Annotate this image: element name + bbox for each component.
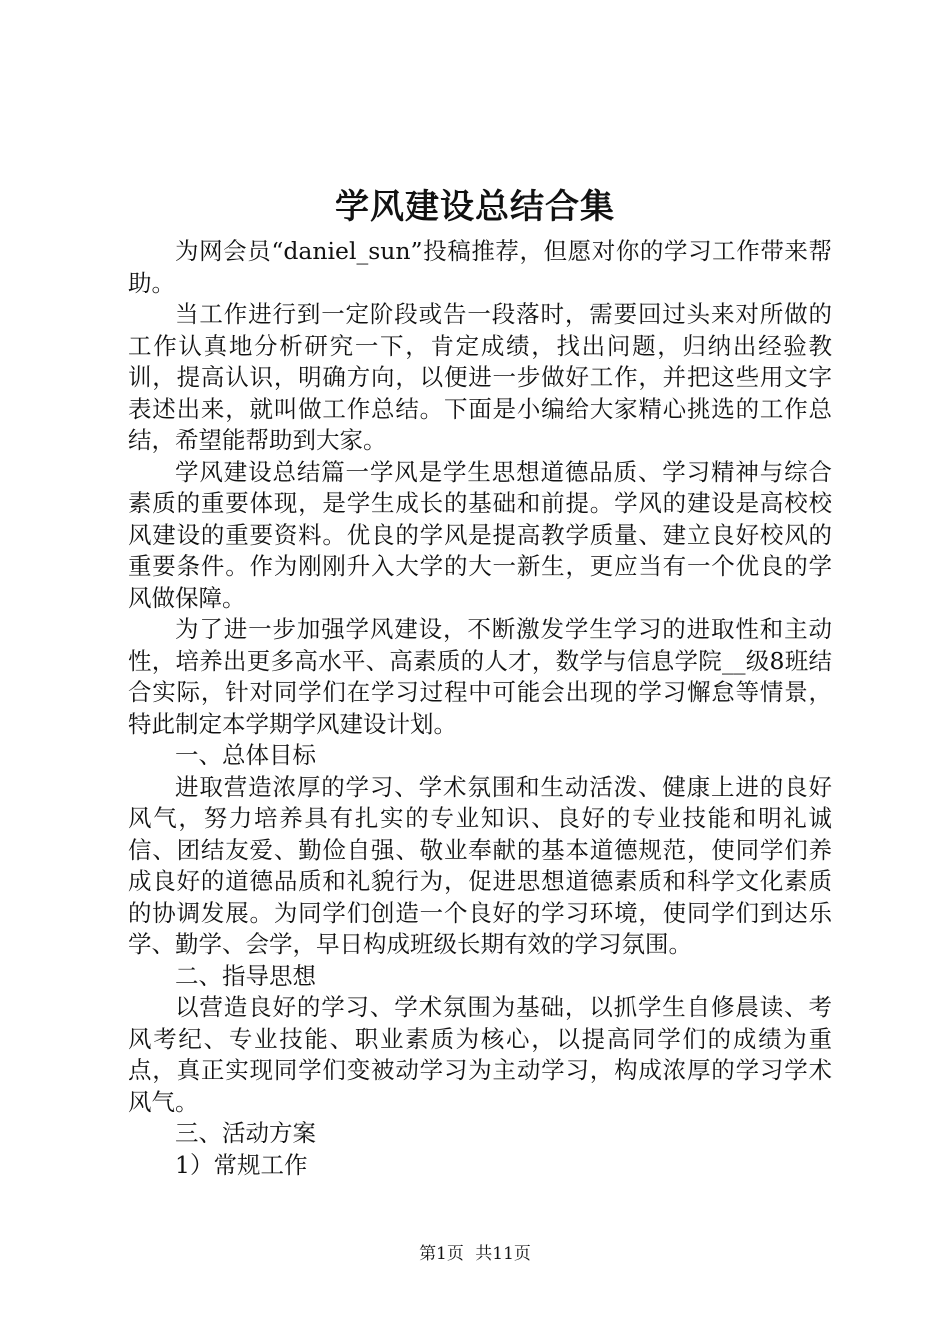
- section-heading: 二、指导思想: [175, 961, 316, 990]
- section-heading: 三、活动方案: [175, 1119, 316, 1147]
- paragraph: 以营造良好的学习、学术氛围为基础，以抓学生自修晨读、考风考纪、专业技能、职业素质为核心，以提高同学们的成绩为重点，真正实现同学们变被动学习为主动学习，构成浓厚的学习学术风气。: [128, 993, 832, 1116]
- paragraph: 为了进一步加强学风建设，不断激发学生学习的进取性和主动性，培养出更多高水平、高素质的人才，数学与信息学院__级8班结合实际，针对同学们在学习过程中可能会出现的学习懈怠等情景，特此制定本学期学风建设计划。: [128, 615, 832, 738]
- document-title: 学风建设总结合集: [335, 187, 615, 227]
- paragraph: 为网会员“daniel_sun”投稿推荐，但愿对你的学习工作带来帮助。: [128, 237, 832, 297]
- paragraph: 当工作进行到一定阶段或告一段落时，需要回过头来对所做的工作认真地分析研究一下，肯定成绩，找出问题，归纳出经验教训，提高认识，明确方向，以便进一步做好工作，并把这些用文字表述出来，就叫做工作总结。下面是小编给大家精心挑选的工作总结，希望能帮助到大家。: [128, 300, 832, 454]
- section-heading: 一、总体目标: [175, 741, 316, 769]
- page-number: 第1页: [419, 1244, 464, 1264]
- document-body: [128, 236, 832, 1181]
- sub-heading: 1）常规工作: [175, 1150, 308, 1179]
- paragraph: 进取营造浓厚的学习、学术氛围和生动活泼、健康上进的良好风气，努力培养具有扎实的专业知识、良好的专业技能和明礼诚信、团结友爱、勤俭自强、敬业奉献的基本道德规范，使同学们养成良好的道德品质和礼貌行为，促进思想道德素质和科学文化素质的协调发展。为同学们创造一个良好的学习环境，使同学们到达乐学、勤学、会学，早日构成班级长期有效的学习氛围。: [128, 772, 832, 958]
- paragraph: 学风建设总结篇一学风是学生思想道德品质、学习精神与综合素质的重要体现，是学生成长的基础和前提。学风的建设是高校校风建设的重要资料。优良的学风是提高教学质量、建立良好校风的重要条件。作为刚刚升入大学的大一新生，更应当有一个优良的学风做保障。: [128, 457, 832, 612]
- page-footer: [0, 1242, 950, 1266]
- page-total: 共11页: [475, 1244, 531, 1264]
